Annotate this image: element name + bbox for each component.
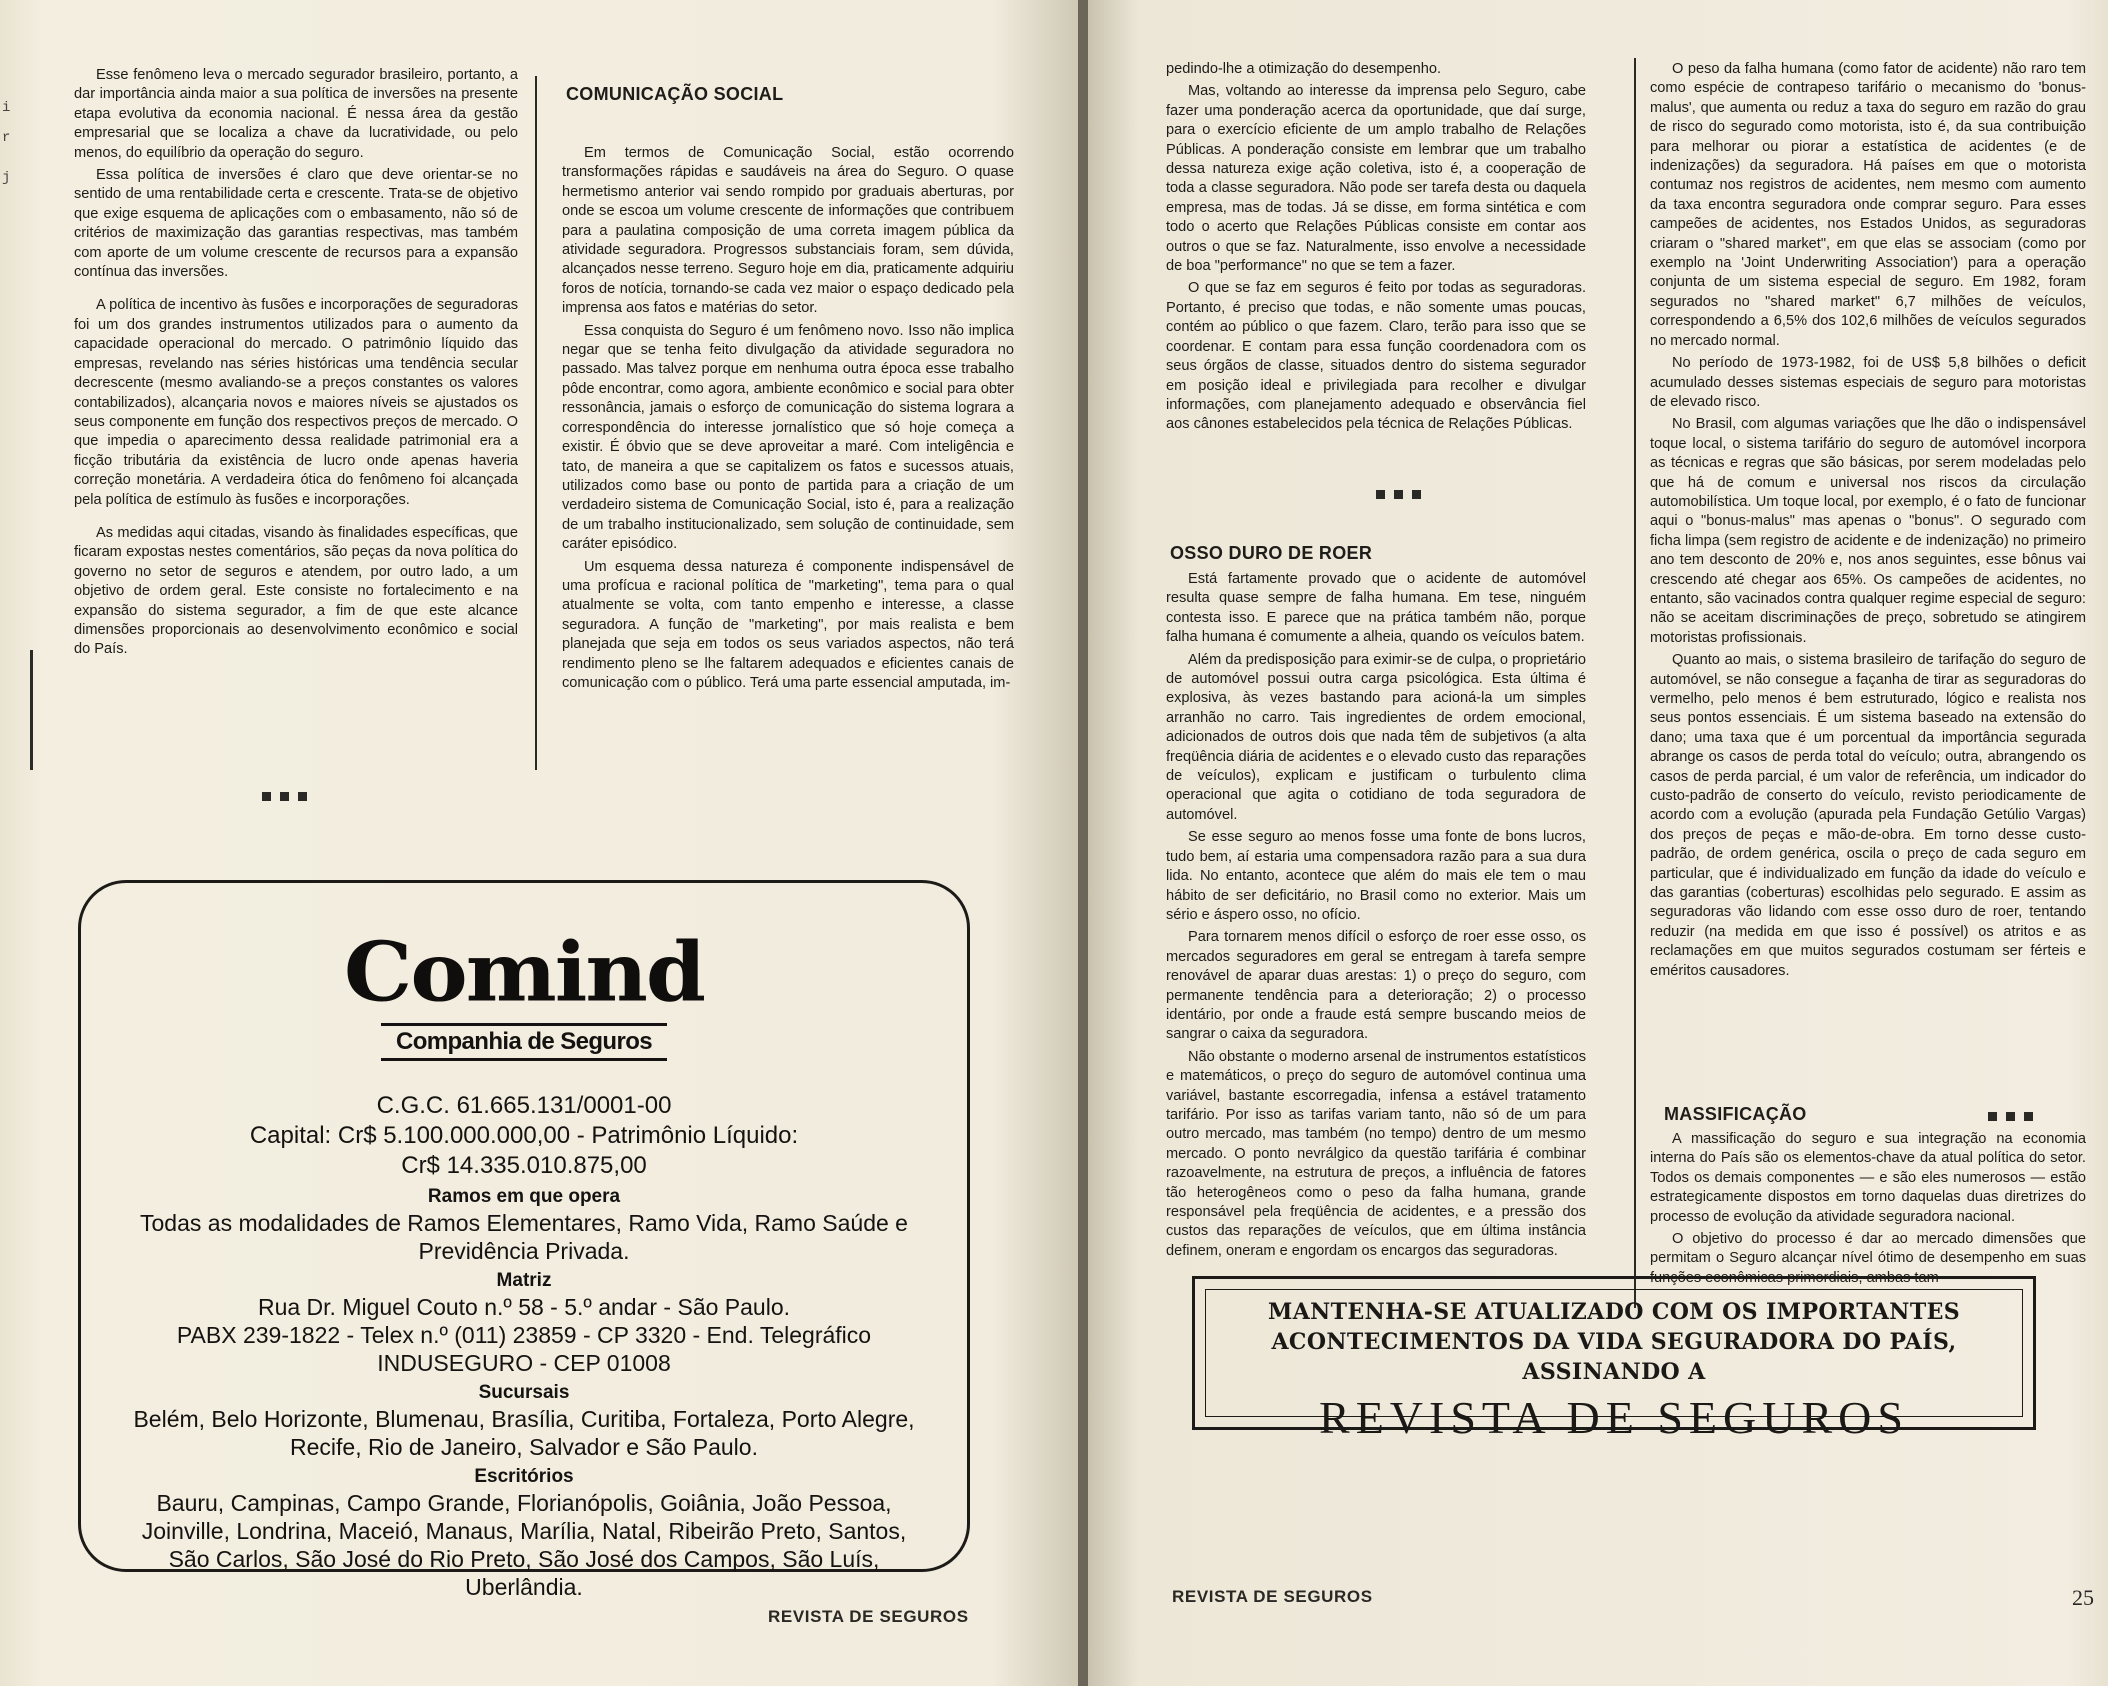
paragraph: No período de 1973-1982, foi de US$ 5,8 bilhões o deficit acumulado desses sistemas especiais de seguro para motoristas de elevado risco. [1650,355,2086,410]
paragraph: O peso da falha humana (como fator de acidente) não raro tem como espécie de contrapeso tarifário o mecanismo do 'bonus-malus', que aumenta ou reduz a taxa do seguro em razão do grau de risco do segurado como motorista, isto é, da sua contribuição para melhorar ou piorar a estatística de acidentes (e de indenizações) da seguradora. Há países em que o motorista contumaz nos registros de acidentes, nem mesmo com aumento da taxa encontra seguradora onde comprar seguro. Para esses campeões de acidentes, nos Estados Unidos, as seguradoras criaram o "shared market", em que elas se associam (como por exemplo na 'Joint Underwriting Association') para a operação conjunta de um sistema especial de seguro. Em 1982, foram segurados no "shared market" 6,7 milhões de veículos, correspondendo a 6,5% dos 102,6 milhões de veículos segurados no mercado normal. [1650,61,2086,349]
escritorios-title: Escritórios [474,1466,574,1487]
right-page-footer: REVISTA DE SEGUROS [1172,1587,1373,1606]
matriz-phone: PABX 239-1822 - Telex n.º (011) 23859 - CP 3320 - End. Telegráfico [176,1322,872,1348]
left-column-1 [74,66,518,786]
paragraph: Em termos de Comunicação Social, estão ocorrendo transformações rápidas e saudáveis na área do Seguro. O quase hermetismo anterior vai sendo rompido por graduais aberturas, por onde se escoa um volume crescente de informações que contribuem para a paulatina composição de uma correta imagem pública da atividade seguradora. Progressos substanciais foram, sem dúvida, alcançados nesse terreno. Seguro hoje em dia, praticamente adquiriu foros de notícia, tornando-se cada vez maior o espaço dedicado pela imprensa aos fatos e matérias do setor. [562,145,1014,317]
cgc-number: C.G.C. 61.665.131/0001-00 [376,1092,672,1119]
sucursais-title: Sucursais [478,1382,570,1403]
paragraph: No Brasil, com algumas variações que lhe dão o indispensável toque local, o sistema tarifário do seguro de automóvel incorpora as técnicas e regras que são básicas, por serem modeladas pelo que há de comum e universal nos riscos da circulação automobilística. Um toque local, por exemplo, é o fato de funcionar aqui o "bonus-malus" mas apenas o "bonus". O segurado com ficha limpa (sem registro de acidente e de indenização) no primeiro ano tem desconto de 20% e, nos anos seguintes, esse bônus vai crescendo até chegar aos 65%. Os campeões de acidentes, no entanto, são vacinados contra qualquer regime especial de seguro: não se aceitam discriminações de preço, sobretudo se atingirem motoristas profissionais. [1650,416,2086,646]
capital-line: Capital: Cr$ 5.100.000.000,00 - Patrimônio Líquido: [249,1122,799,1149]
subscribe-line-2: ACONTECIMENTOS DA VIDA SEGURADORA DO PAÍS, [1271,1329,1957,1355]
matriz-telegraph: INDUSEGURO - CEP 01008 [377,1350,671,1376]
paragraph: Além da predisposição para eximir-se de culpa, o proprietário de automóvel possui outra carga psicológica. Esta última é explosiva, às vezes bastando para acioná-la um simples arranhão no carro. Tais ingredientes de ordem emocional, adicionados de outros dois que nada têm de subjetivos (a alta freqüência diária de acidentes e o elevado custo das reparações de veículos), explicam e justificam o turbulento clima operacional que agita o cotidiano de toda seguradora de automóvel. [1166,651,1586,823]
escritorios-list: Bauru, Campinas, Campo Grande, Florianópolis, Goiânia, João Pessoa, Joinville, Londrina, Maceió, Manaus, Marília, Natal, Ribeirão Preto, Santos, São Carlos, São José do Rio Preto, São José dos Campos, São Luís, Uberlândia. [141,1490,907,1600]
column-divider [1634,58,1636,1308]
paragraph: A política de incentivo às fusões e incorporações de seguradoras foi um dos grandes instrumentos utilizados para o aumento da capacidade operacional do mercado. O patrimônio líquido das empresas, revelando nas séries históricas uma tendência secular decrescente (mesmo avaliando-se a preços constantes os valores contabilizados), alcançaria novos e maiores níveis se ajustados os seus componente em função dos respectivos preços de mercado. O que impedia o aparecimento dessa realidade patrimonial era a ficção tributária da existência de lucro onde apenas haveria correção monetária. A verdadeira ótica do fenômeno foi alcançada pela política de estímulo às fusões e incorporações. [74,297,518,508]
paragraph: As medidas aqui citadas, visando às finalidades específicas, que ficaram expostas nestes comentários, são peças da nova política do governo no setor de seguros e atendem, por outro lado, a um objetivo de ordem geral. Este consiste no fortalecimento e na expansão do sistema segurador, a fim de que este alcance dimensões proporcionais ao desenvolvimento econômico e social do País. [74,524,518,658]
left-column-2 [562,144,1014,774]
comind-advertisement [78,880,970,1600]
comind-logo: Comind [343,924,705,1021]
matriz-title: Matriz [496,1270,552,1291]
matriz-address: Rua Dr. Miguel Couto n.º 58 - 5.º andar - São Paulo. [257,1294,791,1320]
margin-rule [30,650,33,770]
paragraph: A massificação do seguro e sua integração na economia interna do País são os elementos-chave da atual política do setor. Todos os demais componentes — e são eles numerosos — estão estrategicamente dispostos em torno daquelas duas diretrizes do processo de evolução da atividade seguradora nacional. [1650,1131,2086,1225]
right-column-1b [1166,570,1586,1258]
column-divider [535,76,537,770]
page-number: 25 [2072,1585,2094,1610]
logo-subtitle: Companhia de Seguros [381,1023,667,1061]
patrimonio-value: Cr$ 14.335.010.875,00 [401,1152,647,1179]
paragraph: Essa política de inversões é claro que deve orientar-se no sentido de uma rentabilidade certa e crescente. Trata-se de objetivo que exige esquema de aplicações com o embasamento, não só de critérios de maximização das garantias respectivas, mas também com aporte de um volume crescente de recursos para a expansão contínua das inversões. [74,167,518,281]
right-column-1 [1166,60,1586,480]
paragraph: Esse fenômeno leva o mercado segurador brasileiro, portanto, a dar importância ainda maior a sua política de inversões na presente etapa evolutiva da economia nacional. É nessa área da gestão empresarial que se localiza a chave da lucratividade, ou pelo menos, do equilíbrio da operação do seguro. [74,67,518,161]
section-break-dots [1988,1112,2033,1121]
left-page-footer: REVISTA DE SEGUROS [768,1607,969,1626]
right-column-2b [1650,1130,2086,1286]
section-heading: OSSO DURO DE ROER [1170,543,1373,563]
paragraph: O que se faz em seguros é feito por todas as seguradoras. Portanto, é preciso que todas, e não somente umas poucas, contém ao público o que fazem. Claro, terão para isso que se coordenar. E contam para essa função coordenadora com os seus órgãos de classe, situados dentro do sistema segurador em posição ideal e privilegiada para recolher e divulgar informações, com planejamento adequado e observância fiel aos cânones estabelecidos pela técnica de Relações Públicas. [1166,280,1586,433]
paragraph: Se esse seguro ao menos fosse uma fonte de bons lucros, tudo bem, aí estaria uma compensadora razão para a sua dura lida. No entanto, acontece que além do mais ele tem o mau hábito de ser deficitário, no Brasil como no exterior. Mais um sério e áspero osso, no ofício. [1166,829,1586,923]
section-break-dots [1376,490,1421,499]
paragraph: Um esquema dessa natureza é componente indispensável de uma profícua e racional política de "marketing", tema para o qual atualmente se volta, com tanto empenho e interesse, a classe seguradora. A função de "marketing", por mais realista e bem planejada que seja em todos os seus variados aspectos, não terá rendimento pleno se lhe faltarem adequados e eficientes canais de comunicação com o público. Terá uma parte essencial amputada, im- [562,558,1014,691]
section-heading: COMUNICAÇÃO SOCIAL [566,84,784,104]
subscribe-line-1: MANTENHA-SE ATUALIZADO COM OS IMPORTANTES [1267,1299,1961,1325]
page-gutter [1078,0,1088,1686]
magazine-title: REVISTA DE SEGUROS [1319,1392,1909,1443]
paragraph: Mas, voltando ao interesse da imprensa pelo Seguro, cabe fazer uma ponderação acerca da oportunidade, que daí surge, para o exercício eficiente de um amplo trabalho de Relações Públicas. A ponderação consiste em lembrar que um trabalho dessa natureza exige ação coletiva, isto é, a cooperação de toda a classe seguradora. Não pode ser tarefa desta ou daquela empresa, mas de todas. Já se disse, em forma sintética e com todo o acerto que Relações Públicas consiste em contar aos outros o que se faz. Naturalmente, isso envolve a necessidade de boa "performance" no que se tem a fazer. [1166,83,1586,275]
right-column-2 [1650,60,2086,1104]
paragraph: Está fartamente provado que o acidente de automóvel resulta quase sempre de falha humana. Em tese, ninguém contesta isso. E parece que na prática também não, porque falha humana é comumente a alheia, quando os veículos batem. [1166,571,1586,646]
section-break-dots [262,792,307,801]
paragraph: Para tornarem menos difícil o esforço de roer esse osso, os mercados seguradores em geral se entregam à tarefa sempre renovável de aparar duas arestas: 1) o preço do seguro, com permanente tendência para a deterioração; 2) o processo identário, por onde a fraude está sempre buscando meios de sangrar o caixa da seguradora. [1166,929,1586,1043]
subscription-box [1192,1276,2036,1443]
binding-edge: i r j [2,100,11,186]
paragraph: Quanto ao mais, o sistema brasileiro de tarifação do seguro de automóvel, se não consegue a façanha de tirar as seguradoras do vermelho, pelo menos é bem estruturado, lógico e realista nos seus pontos essenciais. É um sistema baseado na extensão do dano; uma taxa que é um porcentual da importância segurada abrange os casos de perda total do veículo; outra, abrangendo os casos de perda parcial, é um valor de referência, um indicador do custo-padrão de conserto do veículo, revisto periodicamente de acordo com a evolução (apurada pela Fundação Getúlio Vargas) dos preços de peças e mão-de-obra. Em torno desse custo-padrão, de ordem genérica, oscila o preço de cada seguro em particular, que é individualizado em função da idade do veículo e das garantias (coberturas) escolhidas pelo segurado. E assim as seguradoras vão lidando com esse osso duro de roer, tentando reduzir (na medida em que isso é possível) os atritos e as reclamações em que muitos segurados costumam ser férteis e eméritos causadores. [1650,652,2086,979]
ramos-text: Todas as modalidades de Ramos Elementares, Ramo Vida, Ramo Saúde e Previdência Privada. [140,1210,908,1264]
paragraph: O objetivo do processo é dar ao mercado dimensões que permitam o Seguro alcançar nível ótimo de desempenho em suas funções econômicas primordiais, ambas tam- [1650,1231,2086,1286]
subscribe-line-3: ASSINANDO A [1522,1359,1706,1385]
paragraph: Essa conquista do Seguro é um fenômeno novo. Isso não implica negar que se tenha feito divulgação da atividade seguradora no passado. Mas talvez porque em nenhuma outra época esse trabalho pôde encontrar, como agora, ambiente econômico e social para obter ressonância, jamais o esforço de comunicação do sistema lograra a correspondência do interesse jornalístico que só hoje começa a existir. É óbvio que se deve aproveitar a maré. Com inteligência e tato, de maneira a que se capitalizem os fatos e sucessos atuais, utilizados como base ou ponto de partida para a criação de um verdadeiro sistema de Comunicação Social, isto é, para a realização de um trabalho institucionalizado, sem solução de continuidade, sem caráter episódico. [562,322,1014,553]
sucursais-list: Belém, Belo Horizonte, Blumenau, Brasília, Curitiba, Fortaleza, Porto Alegre, Recife, Rio de Janeiro, Salvador e São Paulo. [133,1406,915,1460]
paragraph: pedindo-lhe a otimização do desempenho. [1166,61,1442,77]
section-heading: MASSIFICAÇÃO [1664,1104,1807,1124]
ramos-title: Ramos em que opera [427,1186,621,1207]
paragraph: Não obstante o moderno arsenal de instrumentos estatísticos e matemáticos, o preço do seguro de automóvel continua uma variável, bastante escorregadia, infensa a estável tratamento tarifário. Por isso as tarifas variam tanto, não só de um para outro mercado, mas também (no tempo) dentro de um mesmo mercado. O ponto nevrálgico da questão tarifária é combinar razoavelmente, na estrutura de preços, a influência de fatores tão heterogêneos como o peso da falha humana, grande responsável pela freqüência de acidentes, e a pressão dos custos das reparações de veículos, que em última instância definem, oneram e engordam os encargos das seguradoras. [1166,1048,1586,1259]
